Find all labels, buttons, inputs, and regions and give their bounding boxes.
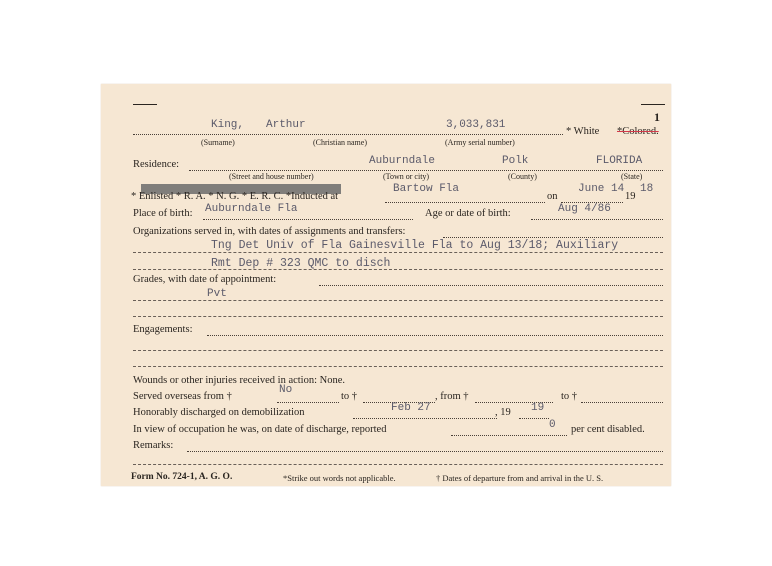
served-overseas-label: Served overseas from † (133, 391, 232, 402)
birth-date-line (531, 219, 663, 220)
typed-organizations-line-1: Tng Det Univ of Fla Gainesville Fla to Aug 13/18; Auxiliary (211, 239, 619, 252)
typed-induction-year: 18 (640, 183, 654, 195)
organizations-line-1 (443, 237, 663, 238)
typed-surname: King, (211, 119, 245, 131)
footnote-strike: *Strike out words not applicable. (283, 473, 396, 483)
name-line (133, 134, 563, 135)
typed-birth-date: Aug 4/86 (558, 203, 611, 215)
overseas-to2-line (581, 402, 663, 403)
engagements-line-1 (207, 335, 663, 336)
white-label: * White (566, 126, 600, 137)
typed-disability: 0 (549, 419, 556, 431)
residence-line (189, 170, 663, 171)
serial-number-label: (Army serial number) (445, 138, 515, 147)
card-number: 1 (654, 110, 660, 124)
colored-label: *Colored. (617, 126, 659, 137)
typed-induction-place: Bartow Fla (393, 183, 460, 195)
overseas-to2-label: to † (561, 391, 578, 402)
footnote-dates: † Dates of departure from and arrival in the U. S. (436, 473, 604, 483)
discharge-label: Honorably discharged on demobilization (133, 407, 305, 418)
typed-state: FLORIDA (596, 155, 643, 167)
typed-county: Polk (502, 155, 529, 167)
grades-line-3 (133, 316, 663, 317)
engagements-label: Engagements: (133, 324, 193, 335)
town-label: (Town or city) (383, 172, 430, 181)
remarks-line-1 (187, 451, 663, 452)
typed-discharge-date: Feb 27 (391, 402, 431, 414)
top-right-mark (641, 104, 665, 105)
grades-line-2 (133, 300, 663, 301)
disability-line (451, 435, 567, 436)
birth-place-line (203, 219, 413, 220)
wounds-label: Wounds or other injuries received in action: None. (133, 375, 346, 386)
age-label: Age or date of birth: (425, 208, 511, 219)
overseas-from2-label: , from † (435, 391, 469, 402)
typed-christian-name: Arthur (266, 119, 306, 131)
christian-name-label: (Christian name) (313, 138, 367, 147)
organizations-label: Organizations served in, with dates of assignments and transfers: (133, 226, 406, 237)
remarks-label: Remarks: (133, 440, 174, 451)
organizations-line-2 (133, 252, 663, 253)
disability-suffix: per cent disabled. (571, 424, 645, 435)
typed-grade: Pvt (207, 288, 227, 300)
discharge-date-line (353, 418, 497, 419)
discharge-year-line (519, 418, 549, 419)
enlisted-label: * Enlisted * R. A. * N. G. * E. R. C. *Inducted at (131, 191, 339, 202)
overseas-from-line (277, 402, 339, 403)
typed-town: Auburndale (369, 155, 436, 167)
grades-label: Grades, with date of appointment: (133, 274, 277, 285)
typed-serial-number: 3,033,831 (446, 119, 506, 131)
inducted-line (385, 202, 545, 203)
engagements-line-2 (133, 350, 663, 351)
grades-line-1 (319, 285, 663, 286)
typed-organizations-line-2: Rmt Dep # 323 QMC to disch (211, 257, 391, 270)
typed-discharge-year: 19 (531, 402, 545, 414)
top-left-mark (133, 104, 157, 105)
place-of-birth-label: Place of birth: (133, 208, 193, 219)
residence-label: Residence: (133, 159, 180, 170)
county-label: (County) (508, 172, 537, 181)
disability-label: In view of occupation he was, on date of discharge, reported (133, 424, 387, 435)
engagements-line-3 (133, 366, 663, 367)
form-number: Form No. 724-1, A. G. O. (131, 472, 233, 482)
typed-overseas: No (279, 384, 293, 396)
on-label: on (547, 191, 558, 202)
organizations-line-3 (133, 269, 663, 270)
service-record-card (101, 84, 671, 486)
typed-induction-date: June 14 (578, 183, 625, 195)
discharge-year-prefix: , 19 (495, 407, 511, 418)
street-label: (Street and house number) (229, 172, 314, 181)
typed-birth-place: Auburndale Fla (205, 203, 298, 215)
state-label: (State) (621, 172, 643, 181)
surname-label: (Surname) (201, 138, 235, 147)
remarks-line-2 (133, 464, 663, 465)
overseas-to-label: to † (341, 391, 358, 402)
induction-year-prefix: 19 (625, 191, 636, 202)
